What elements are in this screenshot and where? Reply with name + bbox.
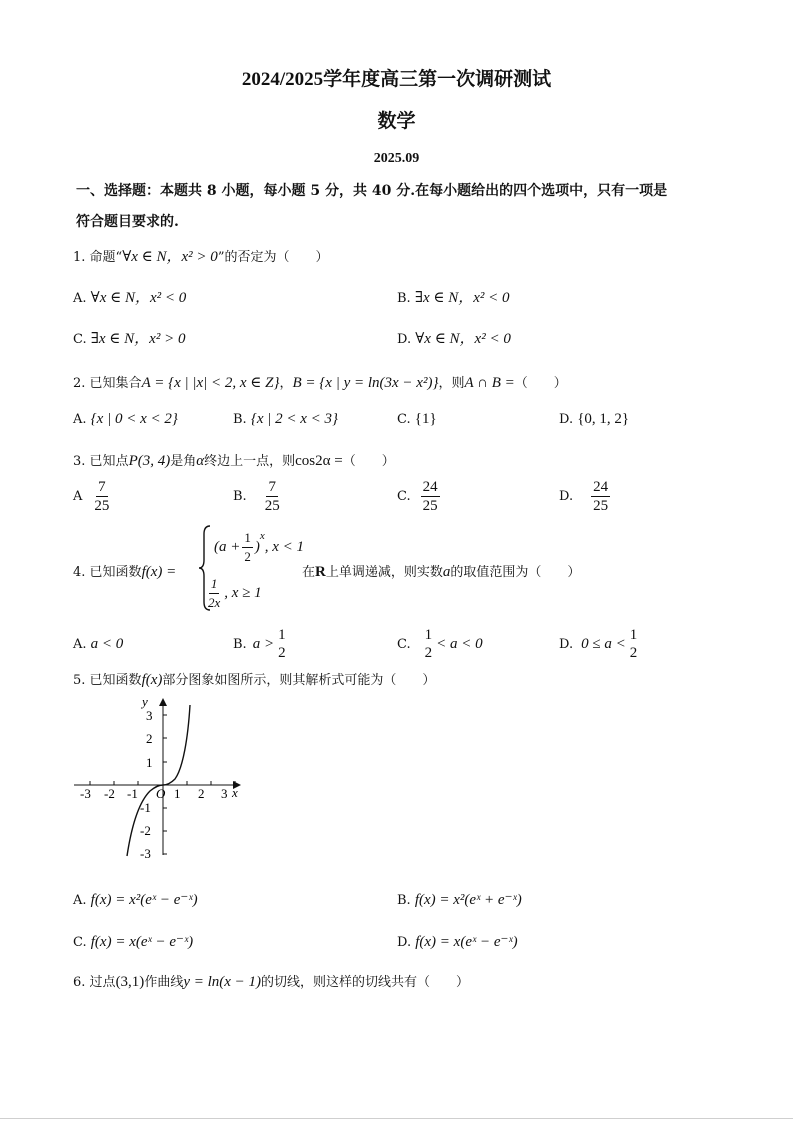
question-text: 的切线，则这样的切线共有（ ） bbox=[261, 975, 470, 990]
denominator: 2x bbox=[208, 595, 221, 610]
option-a bbox=[73, 478, 113, 515]
y-tick-label: 2 bbox=[146, 731, 153, 746]
exam-date: 2025.09 bbox=[373, 151, 420, 166]
option-label: D. bbox=[397, 935, 412, 950]
option-c bbox=[73, 327, 185, 348]
function-name: f(x) = bbox=[141, 564, 177, 580]
option-c bbox=[397, 626, 483, 662]
option-label: A. bbox=[73, 893, 87, 908]
fraction bbox=[242, 529, 253, 566]
question-text: 上单调递减，则实数 bbox=[325, 565, 443, 580]
option-label: A bbox=[73, 489, 83, 504]
option-label: D. bbox=[559, 489, 574, 504]
option-b bbox=[397, 286, 510, 307]
question-text: 在 bbox=[302, 565, 316, 580]
question-text: ， bbox=[279, 376, 293, 391]
option-math: 0 ≤ a < bbox=[581, 635, 626, 652]
fraction bbox=[263, 478, 282, 515]
option-c bbox=[397, 411, 437, 428]
y-tick-label: -3 bbox=[140, 846, 151, 861]
case-expression: ) bbox=[254, 539, 260, 555]
option-math: f(x) = x²(eˣ + e⁻ˣ) bbox=[414, 892, 522, 908]
real-numbers-symbol: R bbox=[315, 564, 326, 580]
question-4-lead bbox=[73, 561, 176, 581]
option-label: D. bbox=[397, 332, 412, 347]
option-a bbox=[73, 286, 186, 307]
numerator: 1 bbox=[242, 529, 253, 548]
subject-title: 数学 bbox=[377, 111, 416, 132]
question-number: 5. bbox=[73, 673, 86, 688]
option-a bbox=[73, 636, 123, 653]
option-c bbox=[397, 478, 442, 515]
option-math: f(x) = x²(eˣ − e⁻ˣ) bbox=[90, 892, 198, 908]
y-tick-label: -2 bbox=[140, 823, 151, 838]
question-1 bbox=[73, 245, 328, 266]
numerator: 1 bbox=[629, 627, 638, 643]
option-label: C. bbox=[397, 412, 411, 427]
math-expression: cos2α = bbox=[295, 453, 343, 469]
exponent: x bbox=[259, 529, 265, 542]
section-heading-line1: 一、选择题：本题共 8 小题，每小题 5 分，共 40 分.在每小题给出的四个选项中，只有一项是 bbox=[76, 183, 668, 199]
question-4-tail bbox=[302, 561, 580, 581]
question-number: 4. bbox=[73, 565, 86, 580]
y-tick-label: 3 bbox=[146, 708, 153, 723]
option-d bbox=[397, 932, 518, 951]
question-2 bbox=[73, 372, 567, 392]
question-text: 已知点 bbox=[89, 454, 129, 469]
graph-svg bbox=[70, 693, 250, 863]
question-text: 终边上一点，则 bbox=[204, 454, 296, 469]
fraction bbox=[591, 478, 610, 515]
y-axis-label: y bbox=[142, 694, 148, 709]
option-label: A. bbox=[73, 637, 87, 652]
x-axis-label: x bbox=[232, 785, 238, 800]
math-expression: ∀x ∈ N，x² > 0 bbox=[122, 249, 218, 265]
option-label: B. bbox=[233, 636, 247, 652]
option-math: ∃x ∈ N，x² > 0 bbox=[90, 331, 186, 347]
question-text: 作曲线 bbox=[144, 975, 184, 990]
question-6 bbox=[73, 971, 469, 991]
question-text: ，则 bbox=[438, 376, 465, 391]
option-b bbox=[233, 478, 284, 515]
question-text: 已知集合 bbox=[89, 376, 142, 391]
question-text: （ ） bbox=[342, 454, 395, 469]
point-expression: (3,1) bbox=[115, 974, 145, 990]
option-math: < a < 0 bbox=[436, 635, 483, 652]
y-tick-label: -1 bbox=[140, 800, 151, 815]
option-math: {0, 1, 2} bbox=[577, 411, 630, 427]
fraction bbox=[421, 478, 440, 515]
x-tick-label: -2 bbox=[104, 786, 115, 801]
x-tick-label: 2 bbox=[198, 786, 205, 801]
option-c bbox=[73, 932, 193, 951]
option-d bbox=[559, 626, 641, 662]
question-number: 1. bbox=[73, 250, 86, 265]
page-bottom-divider bbox=[0, 1118, 793, 1119]
option-label: D. bbox=[559, 636, 574, 652]
point-expression: P(3, 4) bbox=[128, 453, 171, 469]
function-name: f(x) bbox=[141, 672, 163, 688]
option-math: f(x) = x(eˣ − e⁻ˣ) bbox=[415, 934, 518, 950]
question-5 bbox=[73, 669, 435, 689]
question-number: 6. bbox=[73, 975, 86, 990]
numerator: 1 bbox=[209, 575, 220, 594]
question-text: ”的否定为（ ） bbox=[217, 250, 329, 265]
question-number: 2. bbox=[73, 376, 86, 391]
question-text: 的取值范围为（ ） bbox=[450, 565, 581, 580]
numerator: 7 bbox=[98, 479, 106, 495]
option-d bbox=[397, 327, 511, 348]
question-3 bbox=[73, 450, 395, 470]
denominator: 2 bbox=[629, 645, 638, 661]
fraction bbox=[92, 478, 111, 515]
option-label: C. bbox=[73, 935, 87, 950]
angle-symbol: α bbox=[196, 453, 205, 469]
question-text: 过点 bbox=[89, 975, 116, 990]
option-label: C. bbox=[397, 636, 411, 652]
option-label: B. bbox=[233, 489, 247, 504]
option-math: {x | 0 < x < 2} bbox=[90, 411, 178, 427]
option-label: A. bbox=[73, 412, 87, 427]
option-math: a < 0 bbox=[90, 636, 124, 652]
fraction bbox=[628, 626, 640, 662]
question-text: （ ） bbox=[514, 376, 567, 391]
denominator: 2 bbox=[424, 645, 433, 661]
denominator: 25 bbox=[264, 498, 280, 514]
question-text: 部分图象如图所示，则其解析式可能为（ ） bbox=[162, 673, 436, 688]
denominator: 2 bbox=[244, 549, 251, 564]
numerator: 1 bbox=[424, 627, 433, 643]
option-a bbox=[73, 890, 198, 909]
option-math: {1} bbox=[414, 411, 437, 427]
denominator: 25 bbox=[94, 498, 110, 514]
piecewise-case-2 bbox=[204, 575, 262, 612]
section-heading-line2: 符合题目要求的. bbox=[76, 214, 179, 230]
option-d bbox=[559, 411, 629, 428]
set-b-expression: B = {x | y = ln(3x − x²)} bbox=[292, 375, 439, 391]
set-a-expression: A = {x | |x| < 2, x ∈ Z} bbox=[141, 375, 280, 391]
option-math: f(x) = x(eˣ − e⁻ˣ) bbox=[90, 934, 194, 950]
case-condition: , x < 1 bbox=[264, 539, 305, 555]
option-math: {x | 2 < x < 3} bbox=[250, 411, 339, 427]
numerator: 7 bbox=[268, 479, 276, 495]
option-d bbox=[559, 478, 612, 515]
option-label: A. bbox=[73, 291, 87, 306]
x-tick-label: 3 bbox=[221, 786, 228, 801]
case-condition: , x ≥ 1 bbox=[224, 585, 262, 601]
fraction bbox=[423, 626, 435, 662]
fraction bbox=[276, 626, 288, 662]
option-label: D. bbox=[559, 412, 574, 427]
x-tick-label: 1 bbox=[174, 786, 181, 801]
x-tick-label: -3 bbox=[80, 786, 91, 801]
numerator: 24 bbox=[593, 479, 609, 495]
curve-expression: y = ln(x − 1) bbox=[183, 974, 262, 990]
option-b bbox=[233, 626, 290, 662]
numerator: 1 bbox=[278, 627, 286, 643]
option-math: ∃x ∈ N，x² < 0 bbox=[414, 290, 510, 306]
case-expression: (a + bbox=[214, 539, 241, 555]
option-math: ∀x ∈ N，x² < 0 bbox=[415, 331, 511, 347]
question-number: 3. bbox=[73, 454, 86, 469]
option-label: B. bbox=[397, 291, 411, 306]
fraction bbox=[206, 575, 222, 612]
option-label: C. bbox=[73, 332, 87, 347]
piecewise-case-1 bbox=[214, 529, 304, 566]
question-text: 命题“ bbox=[89, 250, 123, 265]
origin-label: O bbox=[156, 786, 166, 801]
question-text: 已知函数 bbox=[89, 673, 142, 688]
function-curve bbox=[127, 705, 190, 856]
function-graph bbox=[70, 693, 250, 863]
x-tick-label: -1 bbox=[127, 786, 138, 801]
question-text: 已知函数 bbox=[89, 565, 142, 580]
question-text: 是角 bbox=[170, 454, 197, 469]
option-math: ∀x ∈ N，x² < 0 bbox=[90, 290, 187, 306]
option-b bbox=[233, 411, 338, 428]
option-label: B. bbox=[397, 893, 411, 908]
numerator: 24 bbox=[422, 479, 438, 495]
option-a bbox=[73, 411, 178, 428]
option-label: B. bbox=[233, 412, 247, 427]
exam-title: 2024/2025学年度高三第一次调研测试 bbox=[241, 69, 552, 90]
denominator: 2 bbox=[278, 645, 286, 661]
math-expression: A ∩ B = bbox=[464, 375, 515, 391]
denominator: 25 bbox=[422, 498, 438, 514]
y-tick-label: 1 bbox=[146, 755, 153, 770]
denominator: 25 bbox=[593, 498, 609, 514]
variable: a bbox=[442, 564, 451, 580]
option-math: a > bbox=[252, 635, 275, 652]
option-b bbox=[397, 890, 522, 909]
option-label: C. bbox=[397, 489, 411, 504]
